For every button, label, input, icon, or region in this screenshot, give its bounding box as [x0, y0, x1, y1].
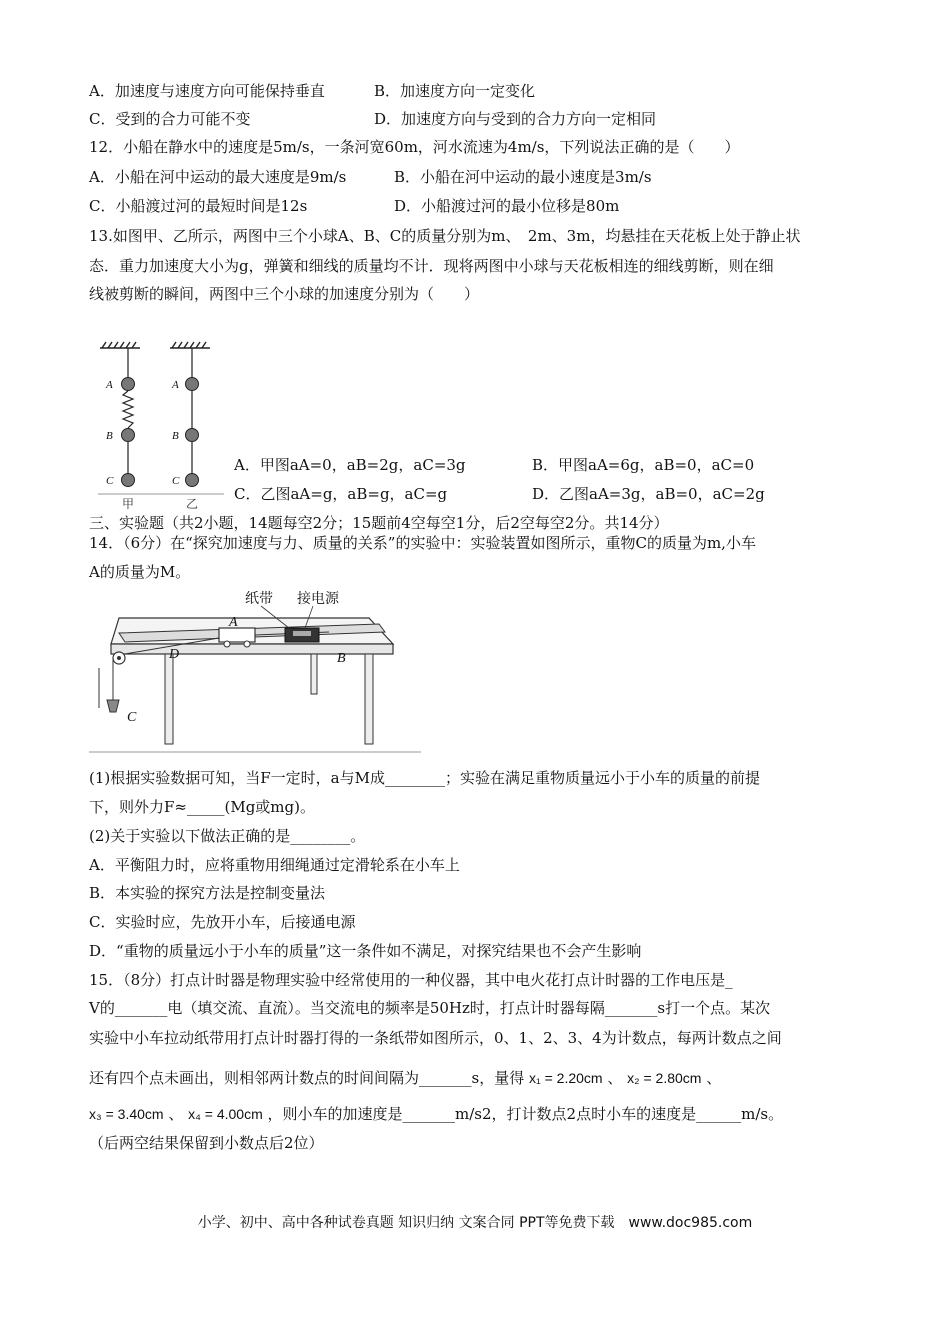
q13-option-d: D．乙图aA=3g，aB=0，aC=2g: [532, 485, 765, 503]
q14-apparatus-figure: [89, 588, 421, 756]
ceiling-right: [170, 342, 210, 348]
right-ball-c: [186, 474, 199, 487]
x2-value: x₂ = 2.80cm: [627, 1070, 702, 1086]
q13-stem-line2: 态．重力加速度大小为g，弹簧和细线的质量均不计．现将两图中小球与天花板相连的细线剪断，则在细: [89, 257, 774, 275]
label-a: A: [229, 615, 238, 630]
label-c: C: [127, 710, 137, 725]
q15-line6: （后两空结果保留到小数点后2位）: [89, 1134, 324, 1152]
ceiling-left: [100, 342, 140, 348]
x1-value: x₁ = 2.20cm: [528, 1070, 603, 1086]
caption-yi: 乙: [186, 497, 199, 511]
q11-option-b: B．加速度方向一定变化: [374, 82, 536, 100]
q15-line4-text: 还有四个点未画出，则相邻两计数点的时间间隔为_______s，量得: [89, 1069, 525, 1087]
q14-stem-line2: A的质量为M。: [89, 563, 191, 581]
q13-hanging-balls-figure: [96, 340, 226, 512]
x3-value: x₃ = 3.40cm: [89, 1106, 164, 1122]
right-label-b: B: [172, 430, 179, 442]
page-footer: 小学、初中、高中各种试卷真题 知识归纳 文案合同 PPT等免费下载 www.doc985.com: [197, 1215, 753, 1231]
q15-line3: 实验中小车拉动纸带用打点计时器打得的一条纸带如图所示，0、1、2、3、4为计数点，每两计数点之间: [89, 1029, 782, 1047]
label-b: B: [337, 651, 346, 666]
q15-line5-text: ，则小车的加速度是_______m/s2，打计数点2点时小车的速度是______m/s。: [267, 1105, 784, 1123]
q12-option-d: D．小船渡过河的最小位移是80m: [394, 197, 620, 215]
q14-part1-line2: 下，则外力F≈_____(Mg或mg)。: [89, 798, 315, 816]
q14-part2: (2)关于实验以下做法正确的是________。: [89, 827, 366, 845]
table-leg: [165, 654, 173, 744]
label-power: 接电源: [297, 591, 339, 607]
q12-option-b: B．小船在河中运动的最小速度是3m/s: [394, 168, 652, 186]
q15-line4: [89, 1068, 721, 1088]
x4-value: x₄ = 4.00cm: [188, 1106, 263, 1122]
q14-option-d: D．“重物的质量远小于小车的质量”这一条件如不满足，对探究结果也不会产生影响: [89, 942, 642, 960]
separator: 、: [706, 1069, 722, 1087]
q15-line1: 15．（8分）打点计时器是物理实验中经常使用的一种仪器，其中电火花打点计时器的工作电压是_: [89, 971, 733, 989]
q11-option-a: A．加速度与速度方向可能保持垂直: [89, 82, 325, 100]
q12-option-c: C．小船渡过河的最短时间是12s: [89, 197, 308, 215]
q14-option-c: C．实验时应，先放开小车，后接通电源: [89, 913, 356, 931]
q13-stem-line3: 线被剪断的瞬间，两图中三个小球的加速度分别为（ ）: [89, 285, 480, 303]
left-ball-b: [122, 429, 135, 442]
q11-option-c: C．受到的合力可能不变: [89, 110, 251, 128]
q14-part1-line1: (1)根据实验数据可知，当F一定时，a与M成________；实验在满足重物质量远小于小车的质量的前提: [89, 769, 760, 787]
right-ball-b: [186, 429, 199, 442]
cart-a: [219, 628, 255, 642]
q13-option-c: C．乙图aA=g，aB=g，aC=g: [234, 485, 448, 503]
left-ball-c: [122, 474, 135, 487]
label-paper-tape: 纸带: [245, 591, 273, 607]
q12-stem: 12．小船在静水中的速度是5m/s，一条河宽60m，河水流速为4m/s，下列说法正确的是（ ）: [89, 138, 740, 156]
left-label-a: A: [106, 379, 113, 391]
spring-icon: [123, 391, 133, 428]
q12-option-a: A．小船在河中运动的最大速度是9m/s: [89, 168, 347, 186]
left-label-b: B: [106, 430, 113, 442]
q15-line5: [89, 1104, 783, 1124]
table-leg: [311, 654, 317, 694]
q14-option-a: A．平衡阻力时，应将重物用细绳通过定滑轮系在小车上: [89, 856, 460, 874]
right-ball-a: [186, 378, 199, 391]
separator: 、: [607, 1069, 623, 1087]
q13-stem-line1: 13.如图甲、乙所示，两图中三个小球A、B、C的质量分别为m、 2m、3m，均悬挂在天花板上处于静止状: [89, 227, 801, 245]
table-leg: [365, 654, 373, 744]
q14-stem-line1: 14．（6分）在“探究加速度与力、质量的关系”的实验中：实验装置如图所示，重物C的质量为m,小车: [89, 534, 756, 552]
separator: 、: [168, 1105, 184, 1123]
right-label-c: C: [172, 475, 180, 487]
q11-option-d: D．加速度方向与受到的合力方向一定相同: [374, 110, 657, 128]
caption-jia: 甲: [122, 497, 135, 511]
left-ball-a: [122, 378, 135, 391]
right-label-a: A: [172, 379, 179, 391]
weight-c: [107, 700, 119, 712]
q13-option-a: A．甲图aA=0，aB=2g，aC=3g: [234, 456, 466, 474]
q14-option-b: B．本实验的探究方法是控制变量法: [89, 884, 326, 902]
q13-option-b: B．甲图aA=6g，aB=0，aC=0: [532, 456, 755, 474]
left-label-c: C: [106, 475, 114, 487]
label-d: D: [169, 647, 180, 662]
section-3-heading: 三、实验题（共2小题，14题每空2分；15题前4空每空1分，后2空每空2分。共14分）: [89, 514, 669, 532]
q15-line2: V的_______电（填交流、直流）。当交流电的频率是50Hz时，打点计时器每隔_______s打一个点。某次: [89, 999, 771, 1017]
